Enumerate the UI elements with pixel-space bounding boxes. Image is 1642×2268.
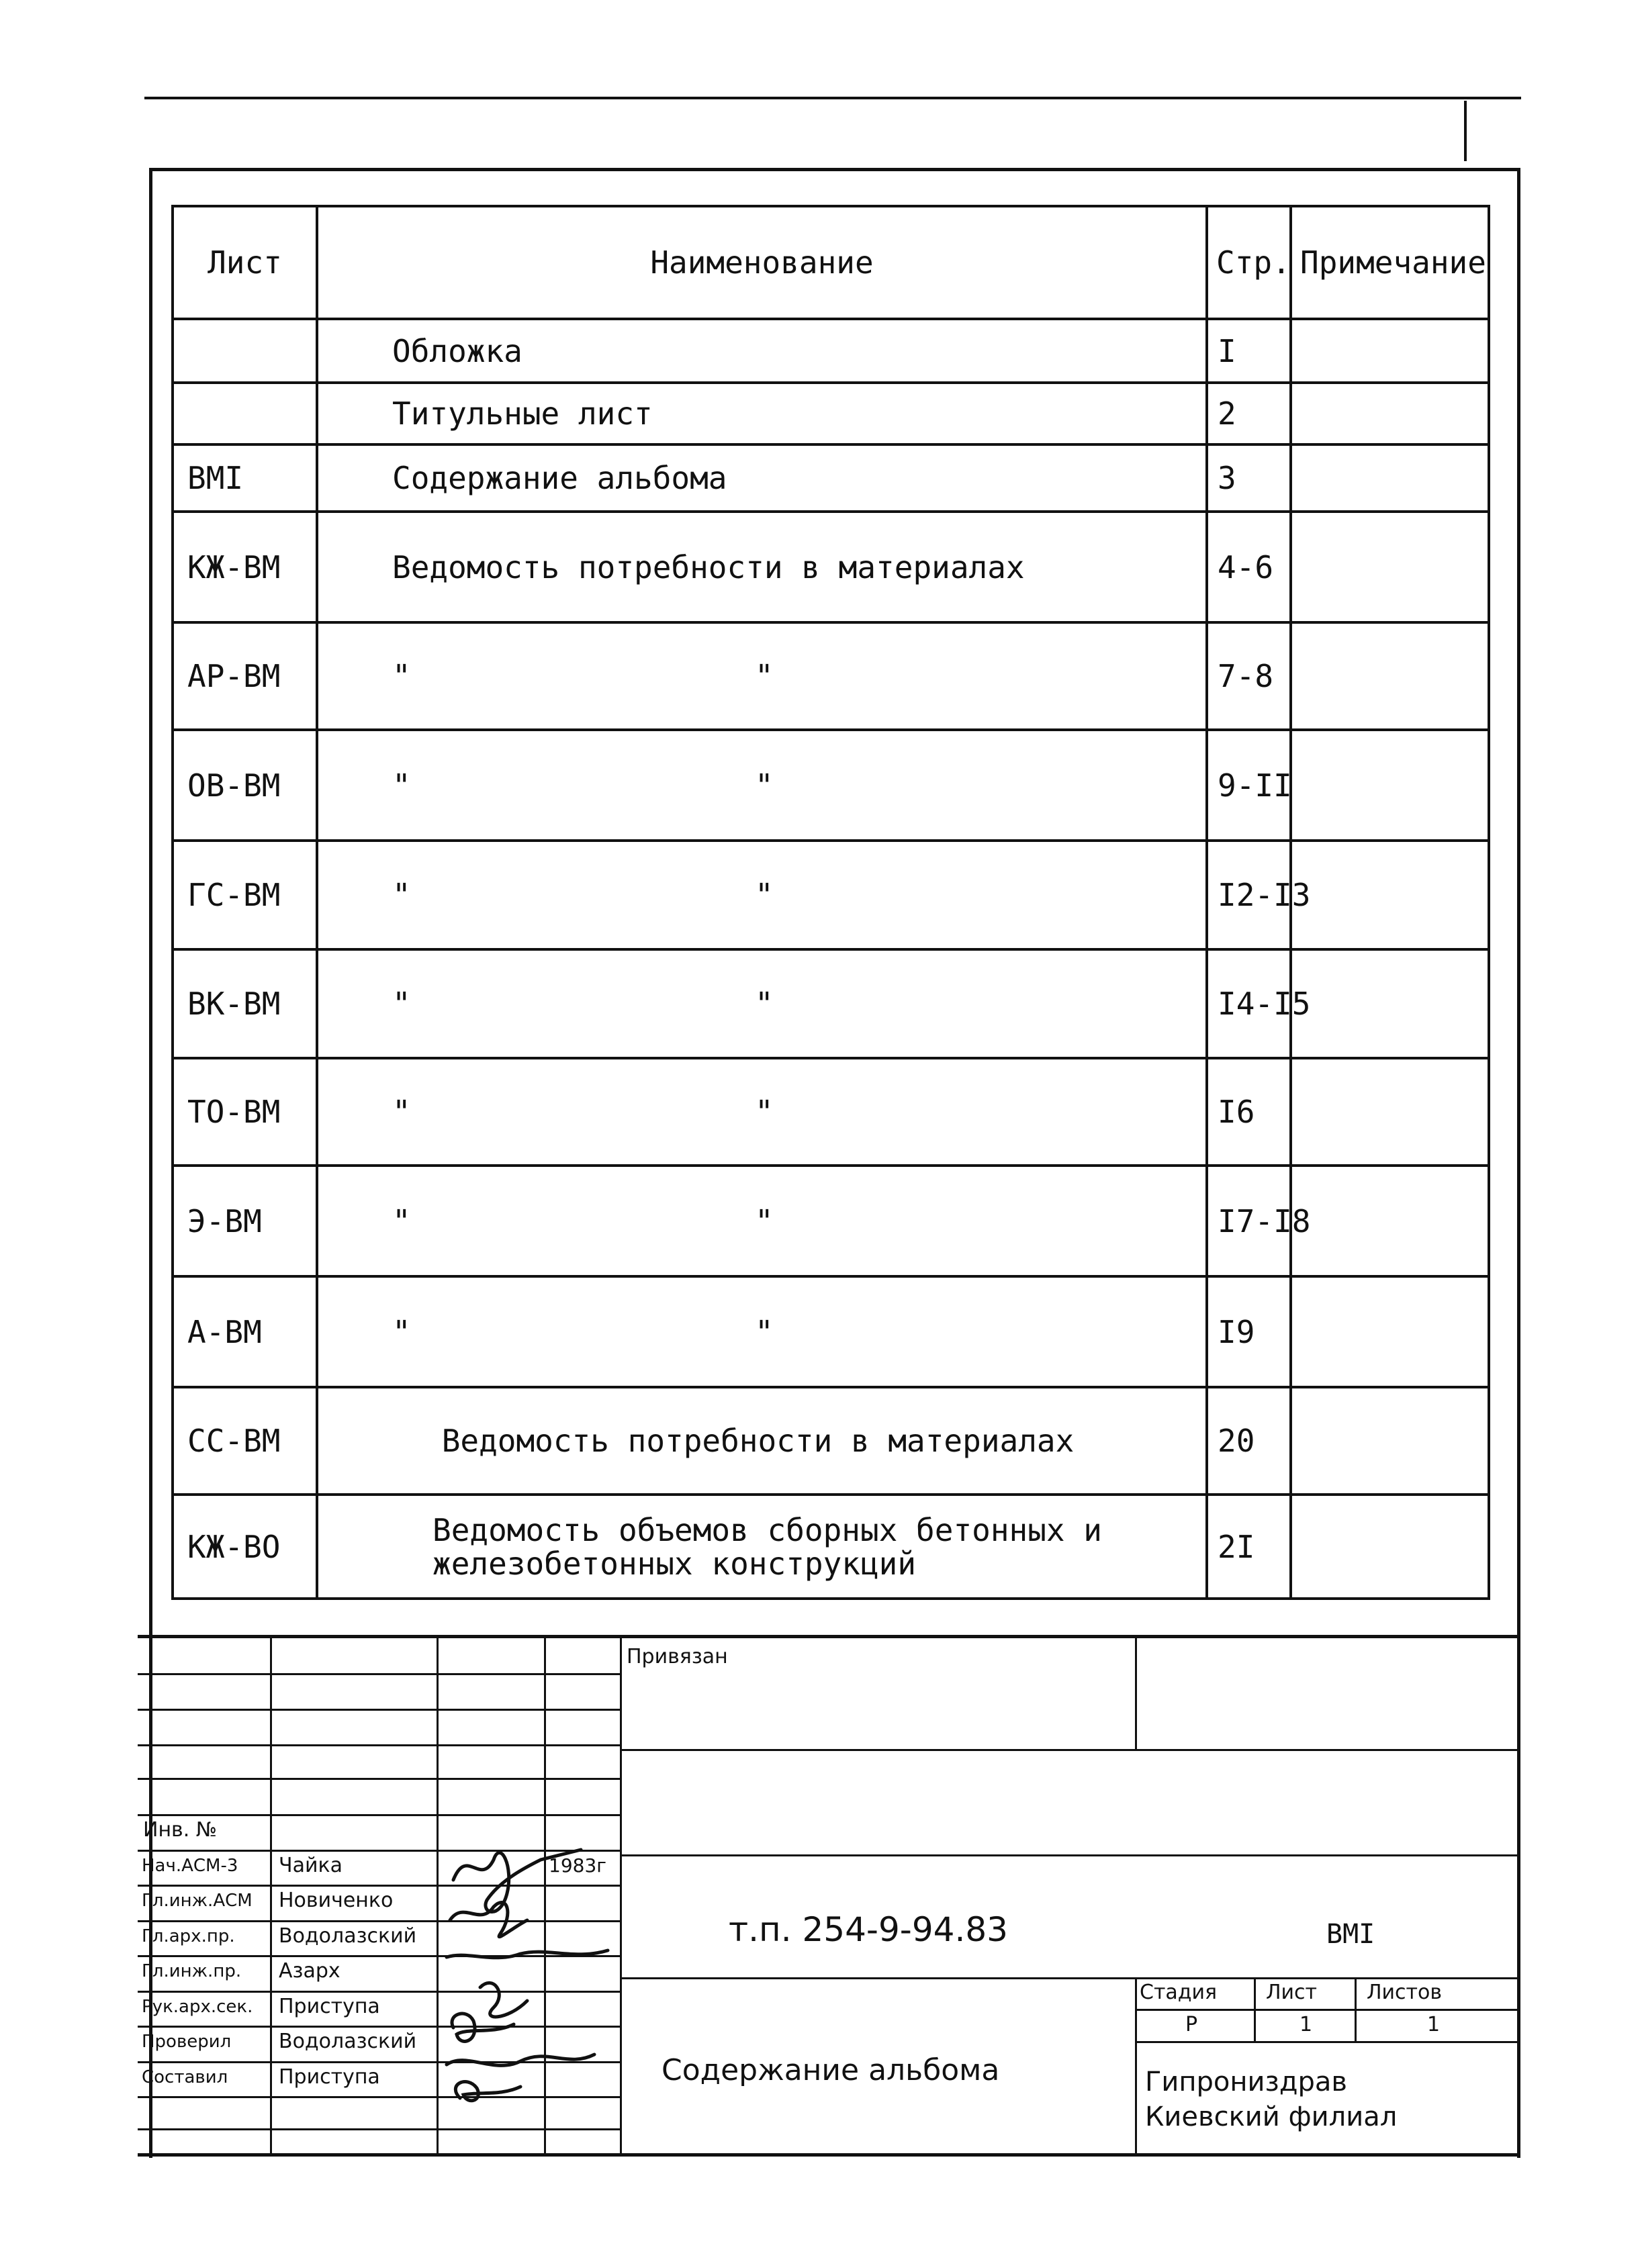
row-page: 4-6 bbox=[1207, 512, 1291, 622]
table-row bbox=[173, 1166, 1489, 1276]
role-name: Приступа bbox=[279, 2065, 380, 2089]
ditto-mark: " bbox=[755, 658, 774, 694]
tb-row-line bbox=[138, 1709, 620, 1711]
row-name: Обложка bbox=[317, 319, 1207, 383]
row-note bbox=[1291, 383, 1489, 444]
row-sheet: ВК-ВМ bbox=[173, 949, 317, 1058]
tb-row-line bbox=[620, 1854, 1518, 1856]
row-note bbox=[1291, 841, 1489, 949]
row-note bbox=[1291, 1166, 1489, 1276]
row-note bbox=[1291, 1495, 1489, 1599]
row-note bbox=[1291, 512, 1489, 622]
row-note bbox=[1291, 622, 1489, 730]
title-block bbox=[138, 1635, 1518, 2157]
row-name-ditto bbox=[317, 1166, 1207, 1276]
role-name: Приступа bbox=[279, 1995, 380, 2018]
year-label: 1983г bbox=[549, 1854, 606, 1877]
role-name: Новиченко bbox=[279, 1889, 394, 1912]
tb-divider bbox=[1135, 1977, 1137, 2155]
table-row bbox=[173, 1387, 1489, 1495]
role-name: Водолазский bbox=[279, 2030, 417, 2053]
row-note bbox=[1291, 730, 1489, 841]
row-page: I9 bbox=[1207, 1276, 1291, 1387]
ditto-mark: " bbox=[392, 767, 411, 804]
table-row bbox=[173, 444, 1489, 512]
row-name: Ведомость объемов сборных бетонных и железобетонных конструкций bbox=[317, 1495, 1207, 1599]
row-name-ditto bbox=[317, 730, 1207, 841]
role-label: Проверил bbox=[142, 2032, 232, 2052]
stage-label: Стадия bbox=[1140, 1981, 1218, 2004]
table-row bbox=[173, 1495, 1489, 1599]
tb-row-line bbox=[1135, 2009, 1518, 2011]
header-page: Стр. bbox=[1207, 206, 1291, 319]
row-page: I4-I5 bbox=[1207, 949, 1291, 1058]
row-sheet: ТО-ВМ bbox=[173, 1058, 317, 1166]
signature-scribbles bbox=[440, 1820, 614, 2101]
row-name-ditto bbox=[317, 1058, 1207, 1166]
tb-row-line bbox=[1135, 2041, 1518, 2043]
contents-table bbox=[171, 205, 1490, 1600]
row-page: I6 bbox=[1207, 1058, 1291, 1166]
top-tick-mark bbox=[1464, 101, 1467, 161]
row-note bbox=[1291, 1387, 1489, 1495]
ditto-mark: " bbox=[392, 877, 411, 913]
table-header-row bbox=[173, 206, 1489, 319]
stage-value: Р bbox=[1185, 2013, 1198, 2036]
table-row bbox=[173, 622, 1489, 730]
row-sheet: А-ВМ bbox=[173, 1276, 317, 1387]
row-sheet: АР-ВМ bbox=[173, 622, 317, 730]
tb-row-line bbox=[620, 1977, 1518, 1979]
role-label: Составил bbox=[142, 2067, 228, 2087]
role-label: Гл.инж.АСМ bbox=[142, 1891, 253, 1911]
role-label: Гл.арх.пр. bbox=[142, 1926, 235, 1946]
table-row bbox=[173, 512, 1489, 622]
role-label: Нач.АСМ-3 bbox=[142, 1856, 238, 1876]
table-row bbox=[173, 319, 1489, 383]
privyazan-label: Привязан bbox=[627, 1645, 728, 1668]
sheet-value: 1 bbox=[1299, 2013, 1313, 2036]
ditto-mark: " bbox=[755, 1202, 774, 1239]
row-page: 9-II bbox=[1207, 730, 1291, 841]
row-sheet: ВМI bbox=[173, 444, 317, 512]
tb-row-line bbox=[138, 1673, 620, 1675]
project-code: т.п. 254-9-94.83 bbox=[729, 1910, 1008, 1949]
row-sheet: КЖ-ВМ bbox=[173, 512, 317, 622]
row-sheet: ОВ-ВМ bbox=[173, 730, 317, 841]
tb-divider bbox=[270, 1638, 272, 2155]
org-name: Гипрониздрав bbox=[1145, 2067, 1347, 2097]
row-page: I2-I3 bbox=[1207, 841, 1291, 949]
ditto-mark: " bbox=[755, 1094, 774, 1130]
role-label: Рук.арх.сек. bbox=[142, 1997, 253, 2017]
tb-divider bbox=[1135, 1638, 1137, 1749]
table-row bbox=[173, 949, 1489, 1058]
row-note bbox=[1291, 319, 1489, 383]
inv-no-label: Инв. № bbox=[143, 1818, 218, 1842]
header-name: Наименование bbox=[317, 206, 1207, 319]
row-sheet: Э-ВМ bbox=[173, 1166, 317, 1276]
row-note bbox=[1291, 444, 1489, 512]
row-name-ditto bbox=[317, 841, 1207, 949]
row-name: Ведомость потребности в материалах bbox=[317, 512, 1207, 622]
row-page: I bbox=[1207, 319, 1291, 383]
ditto-mark: " bbox=[755, 877, 774, 913]
row-page: 2 bbox=[1207, 383, 1291, 444]
sheets-label: Листов bbox=[1367, 1981, 1443, 2004]
table-row bbox=[173, 730, 1489, 841]
tb-row-line bbox=[138, 1814, 620, 1816]
table-row bbox=[173, 841, 1489, 949]
header-sheet: Лист bbox=[173, 206, 317, 319]
table-row bbox=[173, 1058, 1489, 1166]
ditto-mark: " bbox=[755, 1313, 774, 1350]
tb-row-line bbox=[138, 1744, 620, 1746]
row-sheet: КЖ-ВО bbox=[173, 1495, 317, 1599]
row-name-ditto bbox=[317, 622, 1207, 730]
ditto-mark: " bbox=[392, 1202, 411, 1239]
row-name-ditto bbox=[317, 1276, 1207, 1387]
ditto-mark: " bbox=[392, 658, 411, 694]
row-note bbox=[1291, 1058, 1489, 1166]
row-name: Ведомость потребности в материалах bbox=[317, 1387, 1207, 1495]
role-label: Гл.инж.пр. bbox=[142, 1961, 242, 1981]
row-note bbox=[1291, 1276, 1489, 1387]
tb-divider bbox=[620, 1638, 622, 2155]
top-border-line bbox=[144, 97, 1521, 99]
role-name: Азарх bbox=[279, 1959, 340, 1983]
ditto-mark: " bbox=[392, 1094, 411, 1130]
ditto-mark: " bbox=[755, 767, 774, 804]
row-name: Содержание альбома bbox=[317, 444, 1207, 512]
row-page: 3 bbox=[1207, 444, 1291, 512]
sheet-code: ВМI bbox=[1326, 1919, 1375, 1950]
row-page: 7-8 bbox=[1207, 622, 1291, 730]
row-name-ditto bbox=[317, 949, 1207, 1058]
row-note bbox=[1291, 949, 1489, 1058]
tb-row-line bbox=[620, 1749, 1518, 1751]
row-sheet: СС-ВМ bbox=[173, 1387, 317, 1495]
table-row bbox=[173, 1276, 1489, 1387]
row-name: Титульные лист bbox=[317, 383, 1207, 444]
org-branch: Киевский филиал bbox=[1145, 2101, 1398, 2132]
row-sheet: ГС-ВМ bbox=[173, 841, 317, 949]
ditto-mark: " bbox=[392, 986, 411, 1022]
row-page: 2I bbox=[1207, 1495, 1291, 1599]
tb-divider bbox=[437, 1638, 439, 2155]
ditto-mark: " bbox=[392, 1313, 411, 1350]
doc-title: Содержание альбома bbox=[662, 2053, 1000, 2087]
sheets-value: 1 bbox=[1427, 2013, 1441, 2036]
row-page: I7-I8 bbox=[1207, 1166, 1291, 1276]
row-page: 20 bbox=[1207, 1387, 1291, 1495]
role-name: Водолазский bbox=[279, 1924, 417, 1948]
ditto-mark: " bbox=[755, 986, 774, 1022]
tb-row-line bbox=[138, 1778, 620, 1780]
header-note: Примечание bbox=[1291, 206, 1489, 319]
row-sheet bbox=[173, 383, 317, 444]
sheet-label: Лист bbox=[1266, 1981, 1318, 2004]
tb-row-line bbox=[138, 2128, 620, 2130]
row-sheet bbox=[173, 319, 317, 383]
table-row bbox=[173, 383, 1489, 444]
role-name: Чайка bbox=[279, 1854, 343, 1877]
